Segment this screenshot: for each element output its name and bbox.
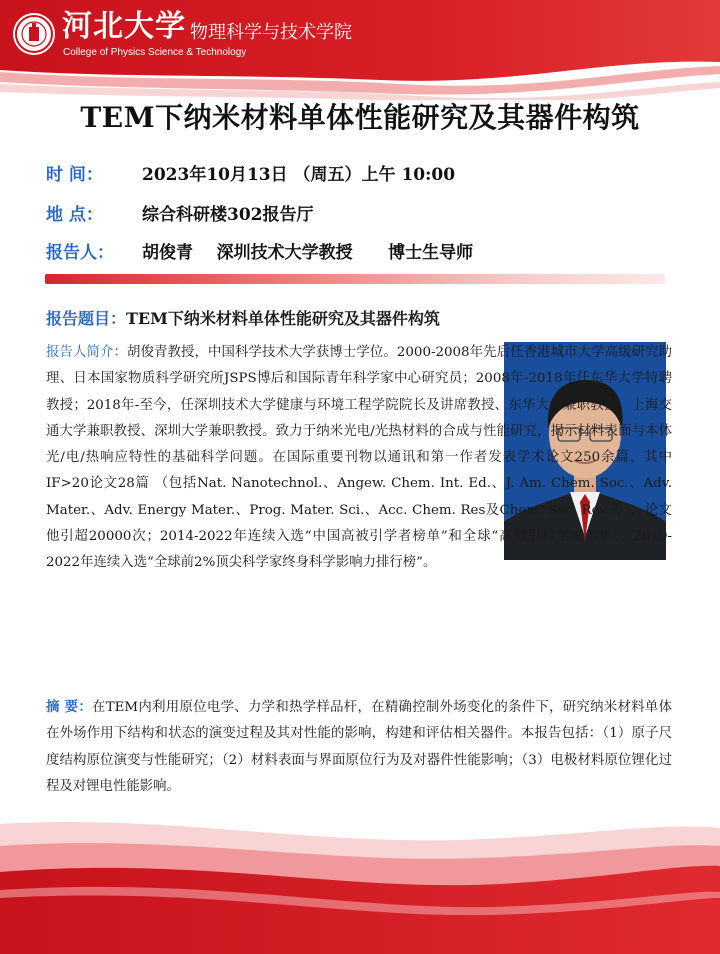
time-value: 2023年10月13日 （周五）上午 10:00 (142, 165, 456, 185)
college-name-cn: 物理科学与技术学院 (190, 22, 352, 43)
place-label: 地 点： (46, 205, 103, 225)
page-title: TEM下纳米材料单体性能研究及其器件构筑 (80, 101, 640, 134)
speaker-value: 胡俊青 深圳技术大学教授 博士生导师 (142, 243, 474, 263)
info-place-row (46, 200, 314, 225)
info-time-row (46, 160, 455, 185)
abstract-text: 在TEM内利用原位电学、力学和热学样品杆，在精确控制外场变化的条件下，研究纳米材料单体在外场作用下结构和状态的演变过程及其对性能的影响，构建和评估相关器件。本报告包括：（1）原子尺度结构原位演变与性能研究；（2）材料表面与界面原位行为及对器件性能影响；（3）电极材料原位锂化过程及对锂电性能影响。 (46, 700, 672, 794)
abstract-label: 摘 要： (46, 699, 93, 715)
section-divider (45, 274, 665, 284)
speaker-label: 报告人： (46, 243, 114, 263)
info-speaker-row (46, 238, 473, 263)
report-topic (46, 306, 440, 329)
bio-label: 报告人简介： (46, 345, 127, 360)
topic-value: TEM下纳米材料单体性能研究及其器件构筑 (126, 309, 440, 328)
abstract (46, 694, 672, 800)
university-seal-icon (12, 12, 56, 56)
time-label: 时 间： (46, 165, 103, 185)
footer-wave-background (0, 794, 720, 954)
bio-text: 胡俊青教授，中国科学技术大学获博士学位。2000-2008年先后任香港城市大学高级研究助理、日本国家物质科学研究所JSPS博后和国际青年科学家中心研究员；2008年-2018年任东华大学特聘教授；2018年-至今，任深圳技术大学健康与环境工程学院院长及讲席教授、东华大学兼职教授、上海交通大学兼职教授、深圳大学兼职教授。致力于纳米光电/光热材料的合成与性能研究，揭示材料表面与本体光/电/热响应特性的基础科学问题。在国际重要刊物以通讯和第一作者发表学术论文250余篇，其中IF>20论文28篇 （包括Nat. Nanotechnol.、Angew. Chem. Int. Ed.、J. Am. Chem. Soc.、Adv. Mater.、Adv. Energy Mater.、Prog. Mater. Sci.、Acc. Chem. Res及Chem. Soc. Rev.等），论文他引超20000次；2014-2022年连续入选“中国高被引学者榜单”和全球“高被引科学家名单”；2019-2022年连续入选“全球前2%顶尖科学家终身科学影响力排行榜”。 (46, 345, 673, 571)
college-name-en: College of Physics Science & Technology (63, 47, 247, 58)
topic-label: 报告题目： (46, 309, 127, 328)
speaker-bio (46, 340, 672, 577)
university-name: 河北大学 (62, 9, 186, 44)
place-value: 综合科研楼302报告厅 (142, 205, 314, 225)
